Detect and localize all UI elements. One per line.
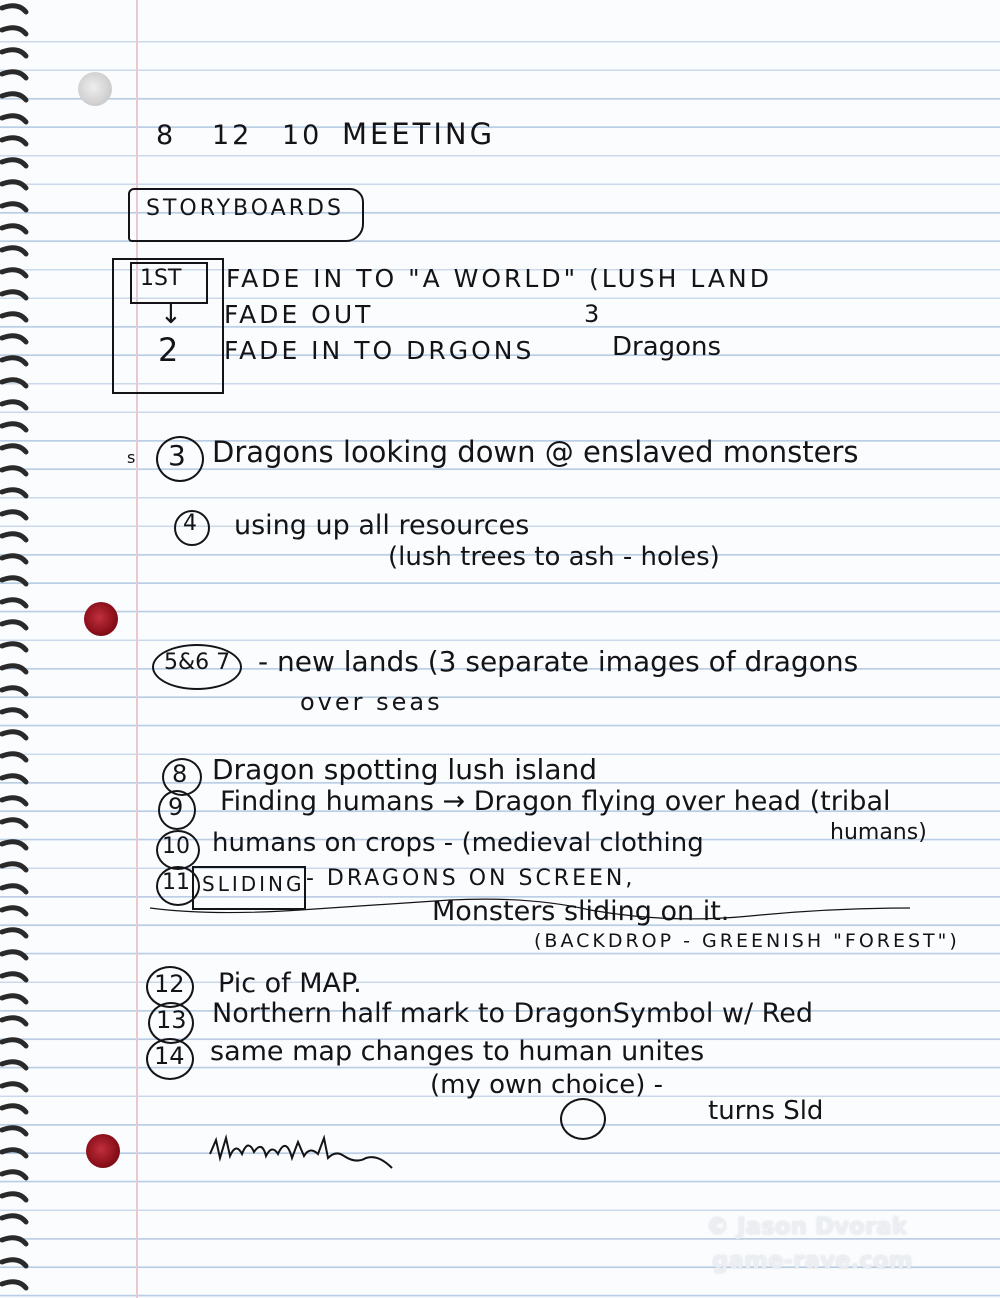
panel-num-second: 2 xyxy=(158,331,179,369)
wavy-line xyxy=(150,886,950,926)
item-text: - DRAGONS ON SCREEN, xyxy=(306,866,636,891)
item-number: 4 xyxy=(183,511,197,536)
item-text: using up all resources xyxy=(234,510,530,541)
dragons-count-label: Dragons xyxy=(612,332,722,362)
margin-mark: s xyxy=(127,448,136,467)
item-number: 9 xyxy=(168,793,184,821)
punch-hole-top xyxy=(78,72,112,106)
punch-hole-bottom xyxy=(86,1134,120,1168)
punch-hole-middle xyxy=(84,602,118,636)
item-number: 8 xyxy=(172,760,188,788)
meeting-title: MEETING xyxy=(342,117,496,151)
side-note: turns Sld xyxy=(708,1096,824,1126)
item-text: Pic of MAP. xyxy=(218,968,362,999)
item-text: humans on crops - (medieval clothing xyxy=(212,828,704,858)
item-text: Dragons looking down @ enslaved monsters xyxy=(212,435,859,469)
date-month: 8 xyxy=(156,120,177,151)
signature-scribble xyxy=(206,1128,406,1176)
item-text: same map changes to human unites xyxy=(210,1036,705,1067)
item-subtext: humans) xyxy=(830,820,927,845)
item-number: 12 xyxy=(154,970,185,998)
watermark-copyright: © Jason Dvorak xyxy=(706,1214,908,1240)
item-subtext: (my own choice) - xyxy=(430,1070,664,1100)
date-year: 10 xyxy=(282,120,323,151)
spiral-binding xyxy=(0,0,34,1298)
item-subtext: over seas xyxy=(300,688,443,716)
storyboards-label: STORYBOARDS xyxy=(146,196,344,221)
item-number: 14 xyxy=(154,1042,185,1070)
doodle-circle xyxy=(560,1098,606,1140)
item-text: Northern half mark to DragonSymbol w/ Red xyxy=(212,998,813,1029)
item-text: Dragon spotting lush island xyxy=(212,753,598,786)
item-number: 10 xyxy=(162,834,190,859)
panel-line-1: FADE IN TO "A WORLD" (LUSH LAND xyxy=(226,264,772,293)
item-text: Finding humans → Dragon flying over head (tribal xyxy=(220,786,891,817)
panel-line-2: FADE OUT xyxy=(224,300,374,329)
item-subtext: Monsters sliding on it. xyxy=(432,896,730,927)
date-day: 12 xyxy=(212,120,253,151)
panel-line-3: FADE IN TO DRGONS xyxy=(224,336,535,365)
watermark-site: game-rave.com xyxy=(712,1248,913,1274)
item-number: 3 xyxy=(168,439,186,472)
panel-num-first: 1ST xyxy=(140,266,182,291)
item-number: 13 xyxy=(156,1006,187,1034)
sliding-label: SLIDING xyxy=(202,872,305,896)
item-number: 11 xyxy=(162,870,190,895)
item-subtext-backdrop: (BACKDROP - GREENISH "FOREST") xyxy=(534,930,960,952)
item-text: - new lands (3 separate images of dragons xyxy=(258,645,859,678)
down-arrow-icon: ↓ xyxy=(160,300,182,330)
item-number: 5&6 7 xyxy=(164,650,231,675)
small-number-3: 3 xyxy=(584,300,600,328)
item-subtext: (lush trees to ash - holes) xyxy=(388,542,720,572)
